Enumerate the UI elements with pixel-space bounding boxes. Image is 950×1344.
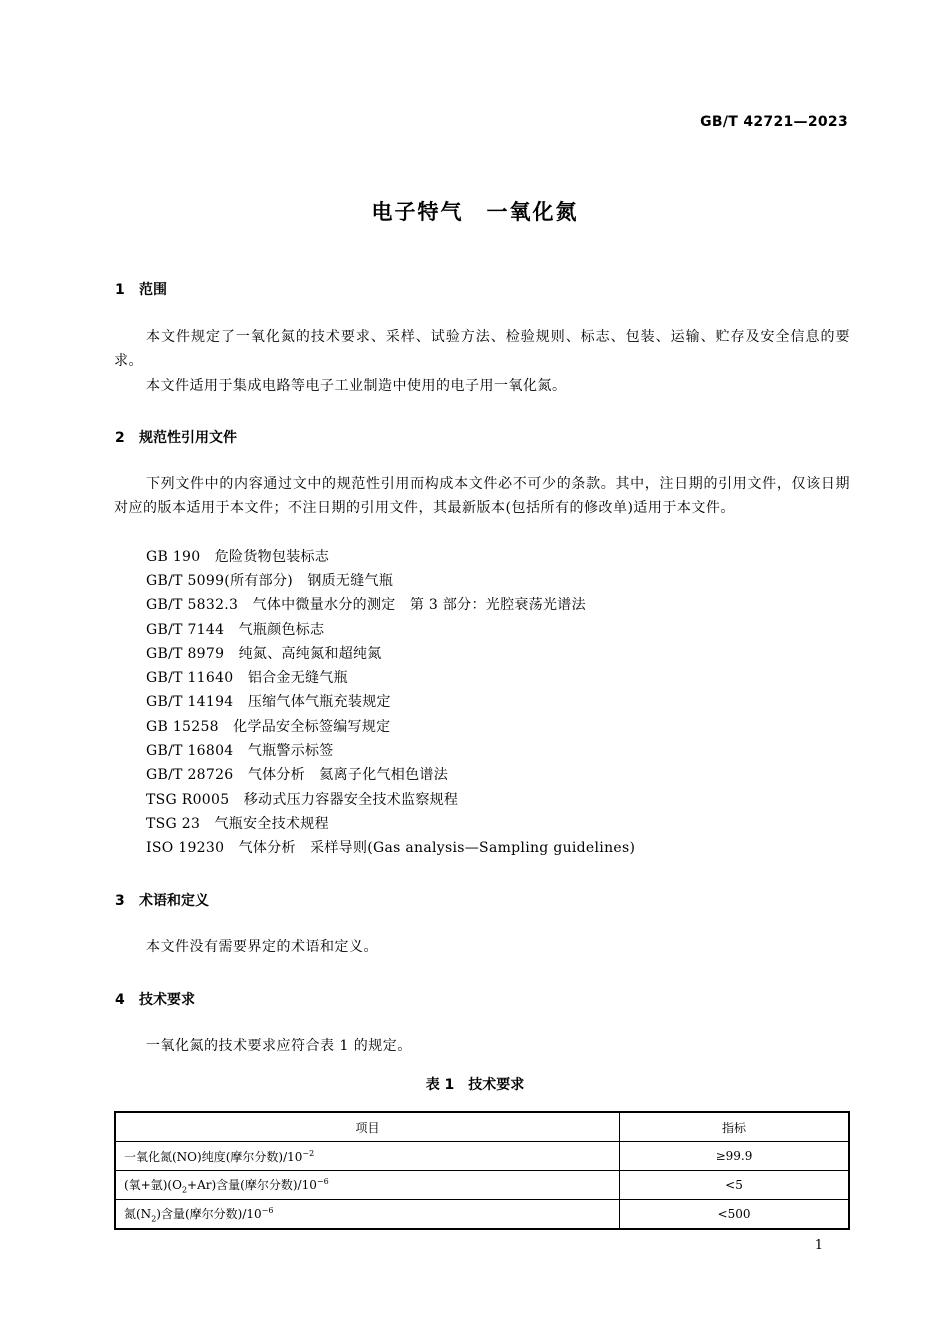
item-text: )含量(摩尔分数)/10 bbox=[156, 1206, 262, 1221]
table-cell-value: <5 bbox=[620, 1171, 850, 1200]
section-title: 技术要求 bbox=[139, 992, 195, 1008]
paragraph: 本文件适用于集成电路等电子工业制造中使用的电子用一氧化氮。 bbox=[146, 378, 567, 394]
section-heading-normative-references bbox=[115, 427, 237, 447]
reference-item: GB/T 8979 纯氮、高纯氮和超纯氮 bbox=[146, 646, 382, 662]
item-subscript: 2 bbox=[181, 1185, 188, 1195]
item-text: 氮(N bbox=[124, 1206, 152, 1221]
section-number: 1 bbox=[115, 282, 125, 298]
section-heading-technical-requirements bbox=[115, 989, 195, 1009]
table-header-value: 指标 bbox=[620, 1112, 850, 1142]
item-exponent: −2 bbox=[302, 1148, 315, 1158]
reference-item: GB/T 16804 气瓶警示标签 bbox=[146, 743, 334, 759]
table-row bbox=[115, 1200, 849, 1230]
section-title: 术语和定义 bbox=[139, 893, 209, 909]
reference-item: GB 15258 化学品安全标签编写规定 bbox=[146, 719, 391, 735]
paragraph: 本文件没有需要界定的术语和定义。 bbox=[146, 939, 378, 955]
table-cell-value: ≥99.9 bbox=[620, 1142, 850, 1171]
item-exponent: −6 bbox=[316, 1176, 329, 1186]
table-cell-item bbox=[115, 1142, 620, 1171]
paragraph: 下列文件中的内容通过文中的规范性引用而构成本文件必不可少的条款。其中，注日期的引用文件，仅该日期对应的版本适用于本文件；不注日期的引用文件，其最新版本(包括所有的修改单)适用于本文件。 bbox=[114, 476, 850, 516]
item-text: (氧+氩)(O bbox=[124, 1177, 182, 1192]
table-row bbox=[115, 1142, 849, 1171]
reference-item: GB/T 5832.3 气体中微量水分的测定 第 3 部分：光腔衰荡光谱法 bbox=[146, 597, 586, 613]
item-exponent: −6 bbox=[261, 1205, 274, 1215]
section-heading-scope bbox=[115, 279, 167, 299]
reference-item: TSG R0005 移动式压力容器安全技术监察规程 bbox=[146, 792, 459, 808]
section-number: 4 bbox=[115, 992, 125, 1008]
item-text: +Ar)含量(摩尔分数)/10 bbox=[187, 1177, 317, 1192]
table-caption: 表 1 技术要求 bbox=[425, 1077, 525, 1093]
table-cell-value: <500 bbox=[620, 1200, 850, 1230]
document-title: 电子特气 一氧化氮 bbox=[371, 200, 579, 224]
paragraph: 本文件规定了一氧化氮的技术要求、采样、试验方法、检验规则、标志、包装、运输、贮存及安全信息的要求。 bbox=[114, 329, 850, 369]
table-row bbox=[115, 1171, 849, 1200]
reference-item: GB/T 5099(所有部分) 钢质无缝气瓶 bbox=[146, 573, 394, 589]
technical-requirements-table bbox=[114, 1111, 850, 1230]
section-title: 范围 bbox=[139, 282, 167, 298]
reference-item: TSG 23 气瓶安全技术规程 bbox=[146, 816, 329, 832]
item-subscript: 2 bbox=[151, 1214, 157, 1224]
reference-item: GB/T 28726 气体分析 氦离子化气相色谱法 bbox=[146, 767, 449, 783]
paragraph: 一氧化氮的技术要求应符合表 1 的规定。 bbox=[146, 1038, 412, 1054]
standard-code: GB/T 42721—2023 bbox=[700, 114, 848, 130]
reference-item: GB 190 危险货物包装标志 bbox=[146, 549, 330, 565]
table-header-row bbox=[115, 1112, 849, 1142]
section-title: 规范性引用文件 bbox=[139, 430, 237, 446]
section-heading-terms bbox=[115, 890, 209, 910]
table-header-item: 项目 bbox=[115, 1112, 620, 1142]
reference-item: GB/T 7144 气瓶颜色标志 bbox=[146, 622, 325, 638]
section-number: 3 bbox=[115, 893, 125, 909]
page-number: 1 bbox=[814, 1238, 823, 1253]
table-cell-item bbox=[115, 1200, 620, 1230]
reference-item: GB/T 14194 压缩气体气瓶充装规定 bbox=[146, 694, 391, 710]
section-number: 2 bbox=[115, 430, 125, 446]
reference-item: GB/T 11640 铝合金无缝气瓶 bbox=[146, 670, 348, 686]
table-cell-item bbox=[115, 1171, 620, 1200]
item-text: 一氧化氮(NO)纯度(摩尔分数)/10 bbox=[124, 1149, 303, 1164]
reference-item: ISO 19230 气体分析 采样导则(Gas analysis—Sampling guidelines) bbox=[146, 840, 636, 856]
